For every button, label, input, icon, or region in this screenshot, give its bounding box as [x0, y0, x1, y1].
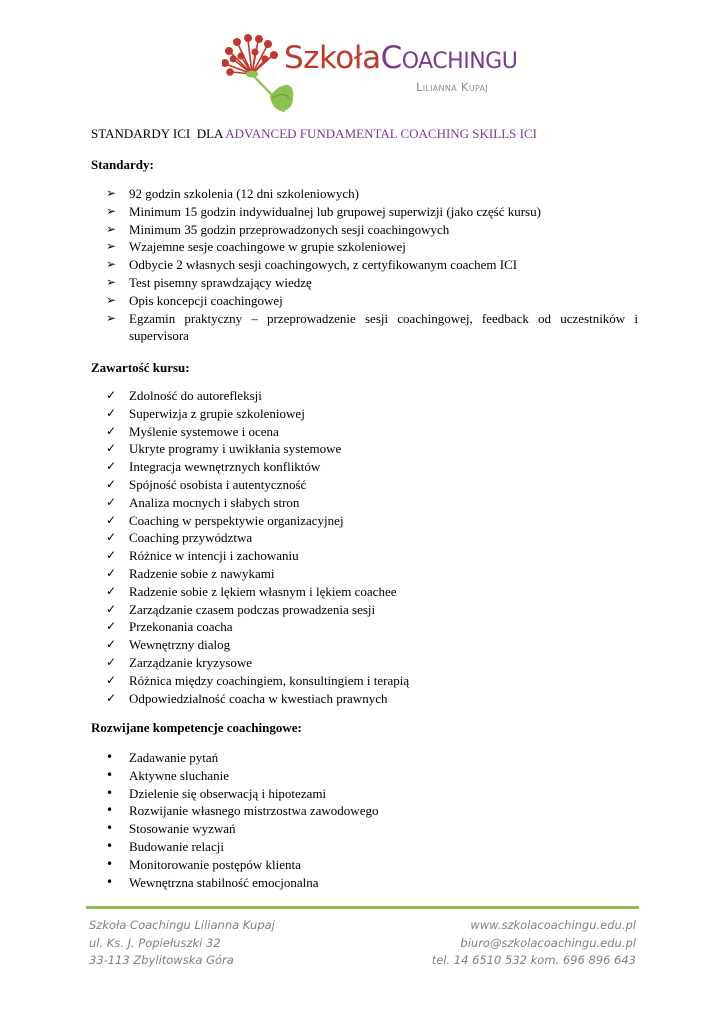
checkmark-icon: ✓ [106, 388, 117, 402]
list-item: • Budowanie relacji [106, 838, 224, 854]
checkmark-icon: ✓ [106, 494, 117, 509]
arrow-bullet-icon: ➢ [106, 274, 117, 289]
list-item: ✓ Spójność osobista i autentyczność [106, 476, 307, 492]
list-item: • Rozwijanie własnego mistrzostwa zawodowego [106, 803, 379, 819]
list-item: ➢ Minimum 15 godzin indywidualnej lub grupowej superwizji (jako część kursu) [106, 203, 541, 219]
checkmark-icon: ✓ [106, 654, 117, 669]
arrow-bullet-icon: ➢ [106, 221, 117, 236]
dot-bullet-icon: • [106, 803, 114, 818]
checkmark-icon: ✓ [106, 583, 117, 598]
dot-bullet-icon: • [106, 856, 114, 871]
checkmark-icon: ✓ [106, 601, 117, 616]
list-item: ➢ Opis koncepcji coachingowej [106, 292, 283, 308]
dot-bullet-icon: • [106, 750, 114, 764]
checkmark-icon: ✓ [106, 548, 117, 563]
dot-bullet-icon: • [106, 874, 114, 889]
footer-website-link[interactable]: www.szkolacoachingu.edu.pl [470, 918, 636, 932]
dot-bullet-icon: • [106, 785, 114, 800]
checkmark-icon: ✓ [106, 405, 117, 420]
footer-divider [86, 906, 639, 909]
footer-phone: tel. 14 6510 532 kom. 696 896 643 [431, 953, 636, 968]
footer-company-name: Szkoła Coachingu Lilianna Kupaj [89, 918, 275, 932]
list-item: ✓ Superwizja z grupie szkoleniowej [106, 405, 305, 421]
list-item: ✓ Zarządzanie kryzysowe [106, 654, 253, 670]
list-item: • Monitorowanie postępów klienta [106, 856, 301, 872]
list-item: ➢ 92 godzin szkolenia (12 dni szkoleniowych) [106, 186, 359, 201]
list-item: ➢ Test pisemny sprawdzający wiedzę [106, 274, 312, 290]
checkmark-icon: ✓ [106, 476, 117, 491]
list-item: • Dzielenie się obserwacją i hipotezami [106, 785, 327, 801]
dot-bullet-icon: • [106, 767, 114, 782]
arrow-bullet-icon: ➢ [106, 310, 117, 325]
arrow-bullet-icon: ➢ [106, 239, 117, 254]
checkmark-icon: ✓ [106, 441, 117, 456]
logo-wordmark [284, 40, 517, 76]
list-item: ✓ Integracja wewnętrznych konfliktów [106, 459, 321, 475]
list-item: ➢ Minimum 35 godzin przeprowadzonych sesji coachingowych [106, 221, 450, 237]
dot-bullet-icon: • [106, 838, 114, 853]
document-title [91, 126, 537, 142]
list-item: • Zadawanie pytań [106, 750, 219, 765]
list-item: ✓ Myślenie systemowe i ocena [106, 423, 279, 439]
list-item: ✓ Wewnętrzny dialog [106, 637, 231, 653]
footer-city: 33-113 Zbylitowska Góra [89, 953, 234, 968]
list-item: • Wewnętrzna stabilność emocjonalna [106, 874, 319, 890]
footer-street: ul. Ks. J. Popiełuszki 32 [89, 935, 221, 950]
competencies-list [106, 749, 638, 891]
logo-word-szkola: Szkoła [284, 40, 381, 76]
logo [222, 34, 518, 116]
list-item: ➢ Wzajemne sesje coachingowe w grupie szkoleniowej [106, 239, 406, 255]
title-prefix: STANDARDY ICI DLA [91, 126, 226, 141]
logo-subtitle: Lilianna Kupaj [416, 80, 488, 94]
checkmark-icon: ✓ [106, 565, 117, 580]
footer-contact [432, 917, 636, 970]
content-heading: Zawartość kursu: [91, 360, 190, 375]
footer-email-link[interactable]: biuro@szkolacoachingu.edu.pl [460, 935, 636, 950]
checkmark-icon: ✓ [106, 619, 117, 634]
list-item: ✓ Różnica między coachingiem, konsultingiem i terapią [106, 672, 410, 688]
checkmark-icon: ✓ [106, 637, 117, 652]
list-item: ✓ Radzenie sobie z nawykami [106, 565, 275, 581]
list-item: ✓ Zdolność do autorefleksji [106, 388, 262, 403]
dot-bullet-icon: • [106, 821, 114, 836]
arrow-bullet-icon: ➢ [106, 186, 117, 200]
logo-word-coachingu: Coachingu [380, 40, 518, 76]
list-item: • Aktywne sluchanie [106, 767, 230, 783]
checkmark-icon: ✓ [106, 530, 117, 545]
competencies-heading: Rozwijane kompetencje coachingowe: [91, 720, 302, 735]
checkmark-icon: ✓ [106, 690, 117, 705]
standards-list [106, 185, 638, 345]
list-item: ✓ Analiza mocnych i słabych stron [106, 494, 300, 510]
standards-heading: Standardy: [91, 157, 154, 172]
list-item: ✓ Coaching w perspektywie organizacyjnej [106, 512, 344, 528]
list-item: • Stosowanie wyzwań [106, 821, 236, 837]
title-accent: ADVANCED FUNDAMENTAL COACHING SKILLS ICI [225, 126, 537, 141]
checkmark-icon: ✓ [106, 512, 117, 527]
arrow-bullet-icon: ➢ [106, 257, 117, 272]
checkmark-icon: ✓ [106, 459, 117, 474]
list-item: ✓ Różnice w intencji i zachowaniu [106, 548, 299, 564]
list-item: ✓ Coaching przywództwa [106, 530, 253, 546]
list-item: ✓ Ukryte programy i uwikłania systemowe [106, 441, 342, 457]
list-item: ➢ Odbycie 2 własnych sesji coachingowych, z certyfikowanym coachem ICI [106, 257, 518, 273]
content-list [106, 387, 638, 707]
arrow-bullet-icon: ➢ [106, 203, 117, 218]
list-item: ✓ Radzenie sobie z lękiem własnym i lękiem coachee [106, 583, 397, 599]
arrow-bullet-icon: ➢ [106, 292, 117, 307]
list-item: ✓ Przekonania coacha [106, 619, 233, 635]
list-item: ✓ Odpowiedzialność coacha w kwestiach prawnych [106, 690, 388, 706]
checkmark-icon: ✓ [106, 672, 117, 687]
list-item: ➢ Egzamin praktyczny – przeprowadzenie sesji coachingowej, feedback od uczestników i supervisora [106, 310, 638, 344]
list-item: ✓ Zarządzanie czasem podczas prowadzenia sesji [106, 601, 376, 617]
footer-address [89, 917, 275, 970]
checkmark-icon: ✓ [106, 423, 117, 438]
